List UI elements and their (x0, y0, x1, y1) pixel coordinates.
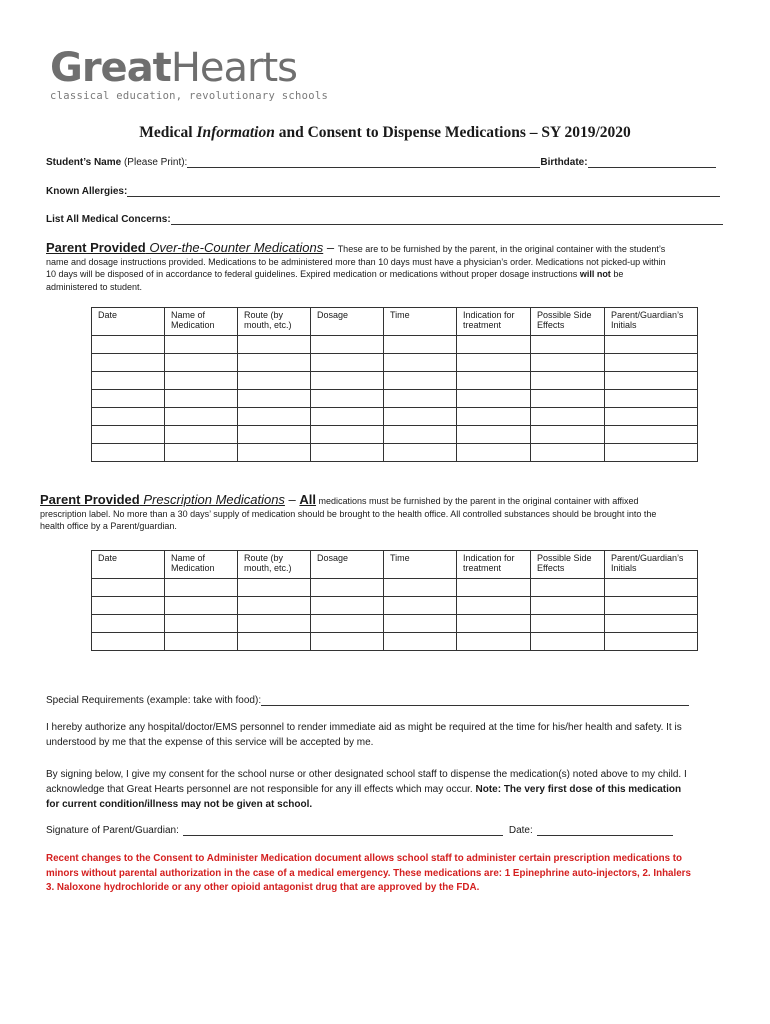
table-cell[interactable] (531, 372, 605, 390)
otc-section-heading: Parent Provided Over-the-Counter Medications – These are to be furnished by the parent, in the original container with the student’s name and dosage instructions provided. Medications to be administered more than 10 days must have a physician’s order. Medications not picked-up within 10 days will be disposed of in accordance to federal guidelines. Expired medication or medications without proper dosage instructions will not be administered to student. (46, 240, 666, 292)
header-time: Time (384, 551, 457, 579)
table-cell[interactable] (605, 579, 698, 597)
table-cell[interactable] (531, 597, 605, 615)
table-cell[interactable] (92, 372, 165, 390)
otc-medication-table (91, 307, 698, 462)
table-cell[interactable] (605, 372, 698, 390)
table-cell[interactable] (238, 579, 311, 597)
table-cell[interactable] (531, 615, 605, 633)
header-medication-name: Name of Medication (165, 551, 238, 579)
table-cell[interactable] (92, 615, 165, 633)
table-cell[interactable] (531, 633, 605, 651)
table-cell[interactable] (605, 426, 698, 444)
medical-concerns-field[interactable]: List All Medical Concerns: (46, 213, 723, 225)
table-cell[interactable] (238, 426, 311, 444)
birthdate-label: Birthdate: (540, 157, 588, 168)
table-cell[interactable] (384, 372, 457, 390)
table-row (92, 390, 698, 408)
table-cell[interactable] (605, 444, 698, 462)
table-cell[interactable] (531, 426, 605, 444)
special-requirements-line[interactable] (261, 694, 689, 706)
table-cell[interactable] (165, 372, 238, 390)
special-requirements-field[interactable]: Special Requirements (example: take with food): (46, 694, 689, 706)
logo (50, 45, 329, 102)
student-name-field[interactable]: Student’s Name (Please Print): Birthdate: (46, 156, 716, 168)
student-name-line[interactable] (187, 156, 540, 168)
table-cell[interactable] (605, 615, 698, 633)
table-cell[interactable] (165, 336, 238, 354)
table-row (92, 444, 698, 462)
table-cell[interactable] (92, 426, 165, 444)
table-cell[interactable] (531, 444, 605, 462)
header-dosage: Dosage (311, 308, 384, 336)
table-row (92, 597, 698, 615)
logo-wordmark: GreatHearts (50, 45, 297, 91)
emergency-medication-notice: Recent changes to the Consent to Administer Medication document allows school staff to administer certain prescription medications to minors without parental authorization in the case of a medical emergency. These medications are: 1 Epinephrine auto-injectors, 2. Inhalers 3. Naloxone hydrochloride or any other opioid antagonist drug that are approved by the FDA. (46, 853, 691, 893)
table-cell[interactable] (605, 390, 698, 408)
table-cell[interactable] (384, 336, 457, 354)
table-row (92, 426, 698, 444)
authorization-paragraph: I hereby authorize any hospital/doctor/EMS personnel to render immediate aid as might be required at the time for his/her health and safety. It is understood by me that the expense of this service will be accepted by me. (46, 722, 682, 748)
table-cell[interactable] (165, 390, 238, 408)
table-cell[interactable] (165, 408, 238, 426)
table-cell[interactable] (457, 444, 531, 462)
table-header-row (92, 308, 698, 336)
table-cell[interactable] (238, 354, 311, 372)
table-cell[interactable] (165, 579, 238, 597)
table-cell[interactable] (311, 372, 384, 390)
table-cell[interactable] (457, 633, 531, 651)
table-cell[interactable] (384, 633, 457, 651)
table-cell[interactable] (92, 579, 165, 597)
table-cell[interactable] (605, 408, 698, 426)
table-cell[interactable] (311, 615, 384, 633)
table-cell[interactable] (384, 426, 457, 444)
header-side-effects: Possible Side Effects (531, 551, 605, 579)
table-cell[interactable] (311, 354, 384, 372)
header-initials: Parent/Guardian’s Initials (605, 308, 698, 336)
rx-section-heading: Parent Provided Prescription Medications – All medications must be furnished by the parent in the original container with affixed prescription label. No more than a 30 days’ supply of medication should be brought to the health office. All controlled substances should be brought into the health office by a Parent/guardian. (40, 492, 657, 531)
table-cell[interactable] (238, 408, 311, 426)
table-row (92, 354, 698, 372)
table-cell[interactable] (384, 579, 457, 597)
table-cell[interactable] (238, 390, 311, 408)
signature-line[interactable] (183, 824, 503, 836)
table-cell[interactable] (531, 354, 605, 372)
header-indication: Indication for treatment (457, 308, 531, 336)
header-date: Date (92, 551, 165, 579)
allergies-line[interactable] (127, 185, 720, 197)
header-route: Route (by mouth, etc.) (238, 551, 311, 579)
table-header-row (92, 551, 698, 579)
table-cell[interactable] (238, 372, 311, 390)
header-time: Time (384, 308, 457, 336)
table-cell[interactable] (311, 426, 384, 444)
table-cell[interactable] (384, 615, 457, 633)
table-cell[interactable] (384, 597, 457, 615)
table-cell[interactable] (457, 354, 531, 372)
table-cell[interactable] (311, 408, 384, 426)
table-cell[interactable] (457, 579, 531, 597)
table-cell[interactable] (311, 633, 384, 651)
table-cell[interactable] (311, 579, 384, 597)
table-row (92, 615, 698, 633)
table-cell[interactable] (238, 336, 311, 354)
table-cell[interactable] (531, 390, 605, 408)
logo-tagline: classical education, revolutionary schools (50, 90, 329, 102)
table-cell[interactable] (531, 336, 605, 354)
header-medication-name: Name of Medication (165, 308, 238, 336)
table-cell[interactable] (457, 408, 531, 426)
signature-field[interactable]: Signature of Parent/Guardian: Date: (46, 824, 673, 836)
table-cell[interactable] (457, 390, 531, 408)
consent-paragraph: By signing below, I give my consent for the school nurse or other designated school staff to dispense the medication(s) noted above to my child. I acknowledge that Great Hearts personnel are not responsible for any ill effects which may occur. Note: The very first dose of this medication for current condition/illness may not be given at school. (46, 769, 687, 810)
table-cell[interactable] (457, 372, 531, 390)
table-cell[interactable] (311, 597, 384, 615)
table-cell[interactable] (457, 336, 531, 354)
table-cell[interactable] (165, 354, 238, 372)
table-cell[interactable] (165, 597, 238, 615)
table-cell[interactable] (457, 426, 531, 444)
table-cell[interactable] (384, 390, 457, 408)
header-route: Route (by mouth, etc.) (238, 308, 311, 336)
table-cell[interactable] (238, 615, 311, 633)
header-indication: Indication for treatment (457, 551, 531, 579)
table-cell[interactable] (457, 615, 531, 633)
table-cell[interactable] (384, 408, 457, 426)
table-row (92, 633, 698, 651)
table-cell[interactable] (92, 408, 165, 426)
page-title: Medical Information and Consent to Dispense Medications – SY 2019/2020 (139, 124, 631, 141)
table-cell[interactable] (165, 444, 238, 462)
table-cell[interactable] (605, 354, 698, 372)
date-line[interactable] (537, 824, 673, 836)
table-cell[interactable] (92, 444, 165, 462)
birthdate-line[interactable] (588, 156, 716, 168)
table-cell[interactable] (311, 444, 384, 462)
table-row (92, 408, 698, 426)
rx-medication-table (91, 550, 698, 651)
table-cell[interactable] (165, 426, 238, 444)
table-row (92, 372, 698, 390)
table-cell[interactable] (238, 597, 311, 615)
table-cell[interactable] (605, 336, 698, 354)
table-cell[interactable] (238, 444, 311, 462)
table-cell[interactable] (605, 633, 698, 651)
header-date: Date (92, 308, 165, 336)
header-initials: Parent/Guardian’s Initials (605, 551, 698, 579)
table-cell[interactable] (384, 444, 457, 462)
header-dosage: Dosage (311, 551, 384, 579)
table-cell[interactable] (311, 390, 384, 408)
table-cell[interactable] (457, 597, 531, 615)
table-cell[interactable] (384, 354, 457, 372)
date-label: Date: (508, 825, 533, 836)
table-cell[interactable] (165, 615, 238, 633)
table-cell[interactable] (605, 597, 698, 615)
table-cell[interactable] (92, 633, 165, 651)
table-cell[interactable] (92, 597, 165, 615)
table-cell[interactable] (92, 390, 165, 408)
table-row (92, 579, 698, 597)
table-cell[interactable] (165, 633, 238, 651)
table-cell[interactable] (92, 336, 165, 354)
table-cell[interactable] (238, 633, 311, 651)
allergies-field[interactable]: Known Allergies: (46, 185, 720, 197)
table-cell[interactable] (92, 354, 165, 372)
table-cell[interactable] (531, 408, 605, 426)
header-side-effects: Possible Side Effects (531, 308, 605, 336)
medical-concerns-line[interactable] (171, 213, 723, 225)
table-cell[interactable] (311, 336, 384, 354)
table-cell[interactable] (531, 579, 605, 597)
table-row (92, 336, 698, 354)
